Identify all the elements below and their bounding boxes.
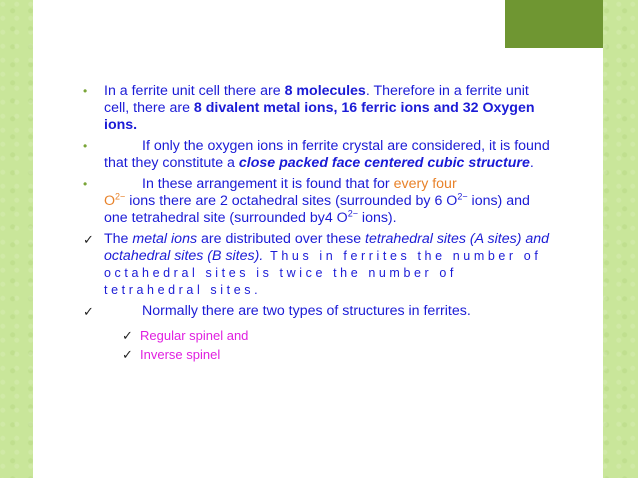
text: In these arrangement it is found that for [142, 176, 394, 192]
text-bold: 8 divalent metal ions, 16 ferric ions and 32 Oxygen ions. [104, 100, 535, 133]
list-item-label: Inverse spinel [140, 347, 221, 362]
paragraph-structures [83, 303, 556, 364]
text-orange: every four [393, 176, 457, 192]
structure-types-list [122, 326, 556, 364]
paragraph-oxygen-ions [83, 138, 556, 172]
list-item [122, 326, 556, 345]
text: ions) and one tetrahedral site (surrounded by4 O [104, 193, 530, 226]
list-item-label: Regular spinel and [140, 328, 249, 343]
dot-bullet-icon: • [83, 139, 88, 153]
check-bullet-icon: ✓ [122, 347, 133, 362]
paragraph-arrangement [83, 176, 556, 227]
check-bullet-icon: ✓ [122, 328, 133, 343]
dot-bullet-icon: • [83, 177, 88, 191]
check-bullet-icon: ✓ [83, 232, 94, 247]
text: . Therefore in a ferrite unit cell, there are [104, 83, 529, 116]
slide-content [83, 83, 556, 368]
superscript: 2− [347, 208, 358, 219]
text-orange: O [104, 193, 116, 209]
paragraph-unit-cell [83, 83, 556, 134]
corner-accent-box [505, 0, 603, 48]
text: In a ferrite unit cell there are [104, 83, 285, 99]
text-italic: tetrahedral sites (A sites) and octahedral sites (B sites). [104, 231, 550, 264]
text: The [104, 231, 133, 247]
text-spaced: Thus in ferrites the number of octahedral sites is twice the number of tetrahedral sites. [104, 249, 542, 297]
text: ions). [357, 210, 397, 226]
paragraph-metal-ions [83, 231, 556, 299]
text: . [529, 155, 534, 171]
text: If only the oxygen ions in ferrite crystal are considered, it is found that they constitute a [104, 138, 550, 171]
text-bold-italic: close packed face centered cubic structure [238, 155, 530, 171]
superscript: 2− [115, 191, 126, 202]
dot-bullet-icon: • [83, 84, 88, 98]
text: are distributed over these [197, 231, 366, 247]
superscript: 2− [457, 191, 468, 202]
text: Normally there are two types of structures in ferrites. [142, 303, 471, 319]
check-bullet-icon: ✓ [83, 304, 94, 319]
text-italic: metal ions [132, 231, 198, 247]
list-item [122, 345, 556, 364]
text: ions there are 2 octahedral sites (surrounded by 6 O [125, 193, 458, 209]
text-bold: 8 molecules [284, 83, 366, 99]
